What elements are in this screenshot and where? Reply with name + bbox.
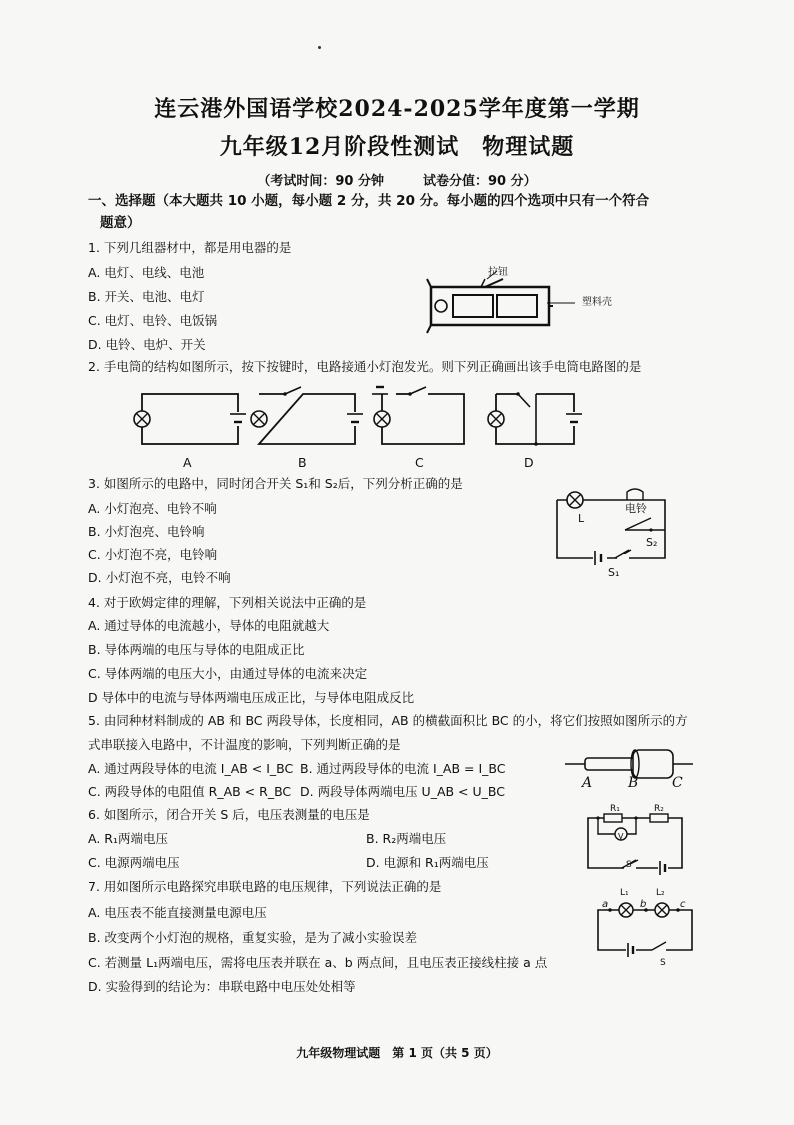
flashlight-label-switch: 拉钮 (488, 267, 508, 278)
section-heading-line2: 题意） (100, 215, 141, 231)
circuit-a-label: A (183, 455, 192, 470)
q3-label-s2: S₂ (646, 536, 658, 549)
q7-label-c: c (680, 899, 686, 910)
q7-label-b: b (640, 899, 647, 910)
question-7-option-d: D. 实验得到的结论为：串联电路中电压处处相等 (88, 979, 356, 994)
q7-label-l2: L₂ (656, 888, 665, 898)
question-1-option-c: C. 电灯、电铃、电饭锅 (88, 313, 218, 328)
page-subtitle: 九年级12月阶段性测试 物理试题 (219, 134, 575, 160)
q3-label-lamp: L (578, 512, 585, 525)
question-6-stem: 6. 如图所示，闭合开关 S 后，电压表测量的电压是 (88, 807, 370, 822)
conductor-label-c: C (672, 775, 683, 791)
q6-label-s: S (626, 860, 632, 870)
question-4-option-c: C. 导体两端的电压大小，由通过导体的电流来决定 (88, 666, 368, 681)
question-3-option-c: C. 小灯泡不亮，电铃响 (88, 547, 218, 562)
conductor-label-b: B (628, 775, 639, 791)
q3-label-s1: S₁ (608, 566, 620, 579)
question-4-option-d: D 导体中的电流与导体两端电压成正比，与导体电阻成反比 (88, 690, 415, 705)
question-3-option-a: A. 小灯泡亮、电铃不响 (88, 501, 217, 516)
conductor-label-a: A (582, 775, 593, 791)
question-7-option-a: A. 电压表不能直接测量电源电压 (88, 905, 267, 920)
question-5-stem-line2: 式串联接入电路中，不计温度的影响，下列判断正确的是 (88, 737, 401, 752)
question-1-stem: 1. 下列几组器材中，都是用电器的是 (88, 240, 292, 255)
question-1-option-a: A. 电灯、电线、电池 (88, 265, 205, 280)
question-6-option-c: C. 电源两端电压 (88, 855, 180, 870)
circuit-a (128, 392, 248, 452)
question-5-option-a: A. 通过两段导体的电流 I_AB < I_BC (88, 761, 294, 776)
question-4-option-b: B. 导体两端的电压与导体的电阻成正比 (88, 642, 305, 657)
page-footer: 九年级物理试题 第 1 页（共 5 页） (296, 1046, 498, 1060)
circuit-d (482, 385, 582, 452)
circuit-c (368, 385, 488, 452)
q6-label-r2: R₂ (654, 804, 664, 814)
question-4-option-a: A. 通过导体的电流越小，导体的电阻就越大 (88, 618, 330, 633)
question-5-option-b: B. 通过两段导体的电流 I_AB = I_BC (300, 761, 506, 776)
section-heading-line1: 一、选择题（本大题共 10 小题，每小题 2 分，共 20 分。每小题的四个选项中只有一个符合 (88, 193, 650, 209)
question-6-option-d: D. 电源和 R₁两端电压 (366, 855, 489, 870)
question-1-option-d: D. 电铃、电炉、开关 (88, 337, 206, 352)
flashlight-label-case: 塑料壳 (582, 297, 612, 308)
question-5-stem-line1: 5. 由同种材料制成的 AB 和 BC 两段导体，长度相同，AB 的横截面积比 BC 的小，将它们按照如图所示的方 (88, 713, 688, 728)
circuit-q3 (555, 488, 675, 568)
question-3-option-d: D. 小灯泡不亮，电铃不响 (88, 570, 231, 585)
question-2-stem: 2. 手电筒的结构如图所示，按下按键时，电路接通小灯泡发光。则下列正确画出该手电筒电路图的是 (88, 359, 642, 374)
circuit-c-label: C (415, 455, 424, 470)
q7-label-l1: L₁ (620, 888, 629, 898)
speck-mark (318, 46, 321, 49)
q6-label-r1: R₁ (610, 804, 620, 814)
question-7-option-c: C. 若测量 L₁两端电压，需将电压表并联在 a、b 两点间，且电压表正接线柱接 a 点 (88, 955, 548, 970)
circuit-b (245, 385, 365, 452)
question-6-option-b: B. R₂两端电压 (366, 831, 447, 846)
section-heading (88, 190, 718, 234)
question-5-option-c: C. 两段导体的电阻值 R_AB < R_BC (88, 784, 292, 799)
exam-info: （考试时间：90 分钟 试卷分值：90 分） (257, 174, 537, 189)
question-5-option-d: D. 两段导体两端电压 U_AB < U_BC (300, 784, 505, 799)
question-6-option-a: A. R₁两端电压 (88, 831, 168, 846)
q6-label-v: V (618, 832, 624, 841)
q3-label-bell: 电铃 (625, 502, 647, 515)
question-7-stem: 7. 用如图所示电路探究串联电路的电压规律，下列说法正确的是 (88, 879, 442, 894)
question-4-stem: 4. 对于欧姆定律的理解，下列相关说法中正确的是 (88, 595, 367, 610)
question-7-option-b: B. 改变两个小灯泡的规格，重复实验，是为了减小实验误差 (88, 930, 418, 945)
question-1-option-b: B. 开关、电池、电灯 (88, 289, 205, 304)
circuit-d-label: D (524, 455, 534, 470)
circuit-b-label: B (298, 455, 307, 470)
page-title: 连云港外国语学校2024-2025学年度第一学期 (154, 96, 640, 122)
q7-label-s: S (660, 958, 666, 968)
q7-label-a: a (602, 899, 609, 910)
question-3-stem: 3. 如图所示的电路中，同时闭合开关 S₁和 S₂后，下列分析正确的是 (88, 476, 463, 491)
circuit-q6 (586, 808, 686, 874)
question-3-option-b: B. 小灯泡亮、电铃响 (88, 524, 205, 539)
